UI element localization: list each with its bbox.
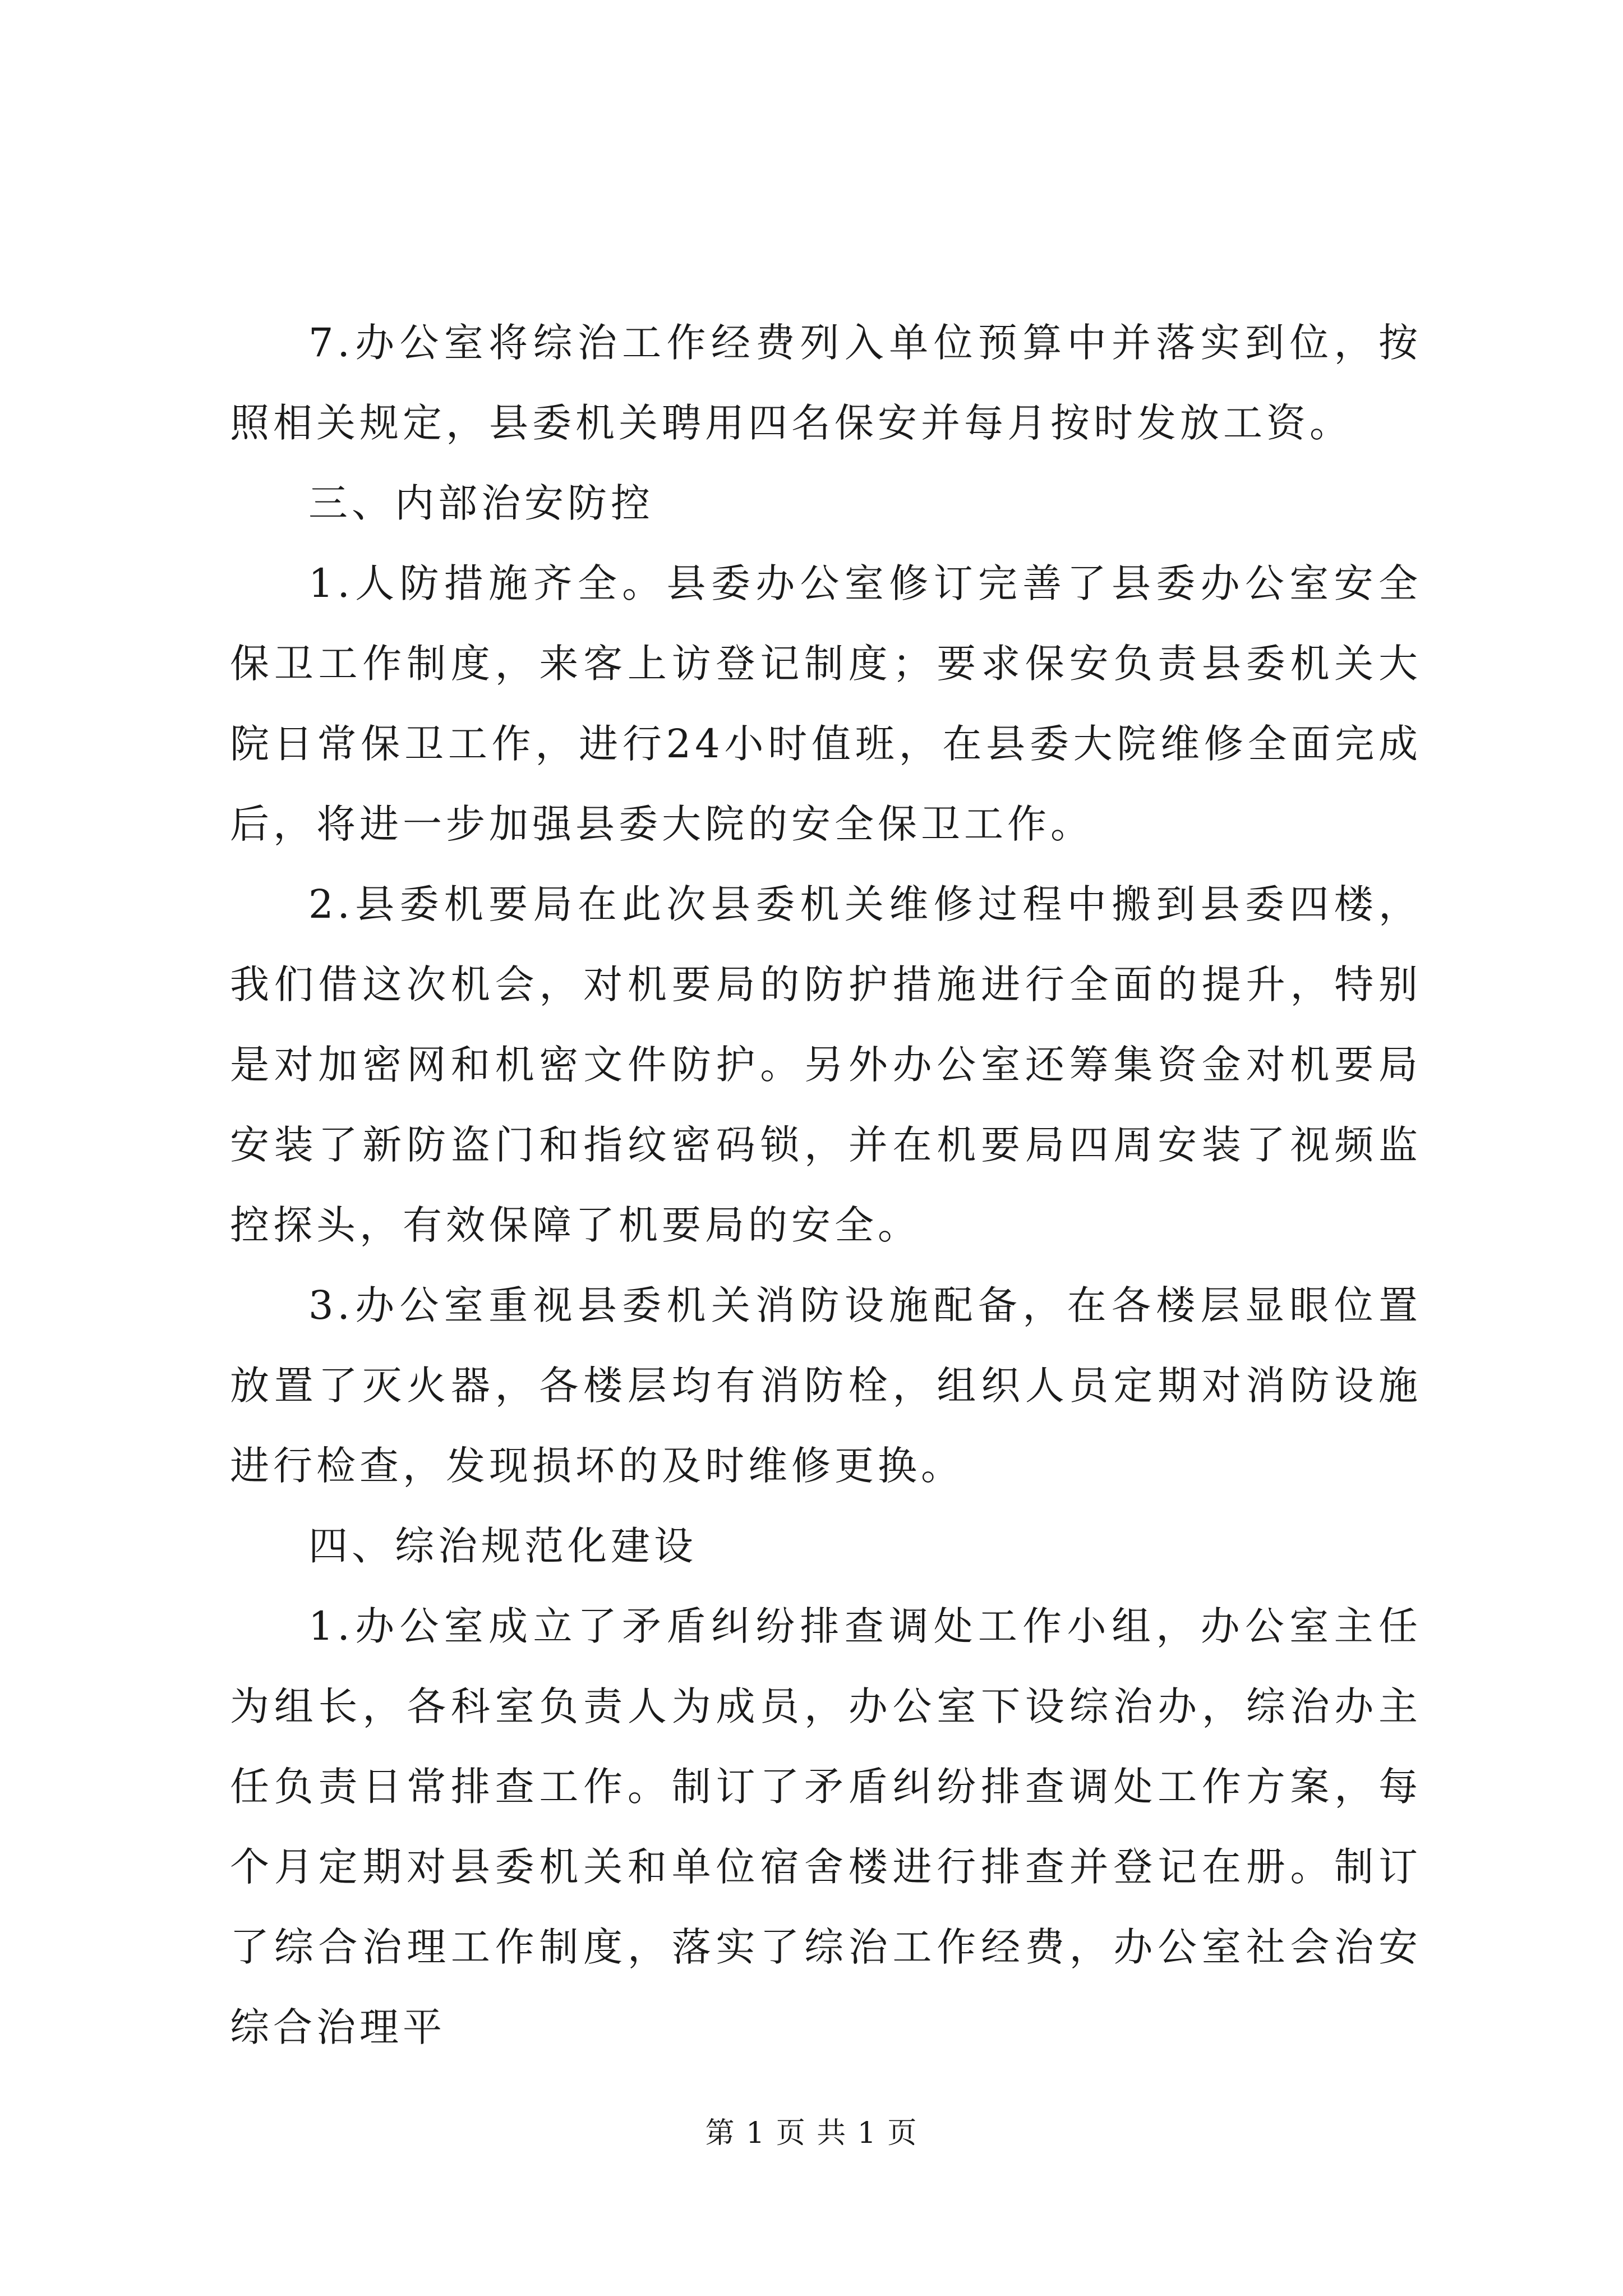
- paragraph-item-2-confidential-bureau: 2.县委机要局在此次县委机关维修过程中搬到县委四楼，我们借这次机会，对机要局的防护措施进行全面的提升，特别是对加密网和机密文件防护。另外办公室还筹集资金对机要局安装了新防盗门和指纹密码锁，并在机要局四周安装了视频监控探头，有效保障了机要局的安全。: [230, 881, 1422, 1248]
- document-body: [230, 303, 1422, 2068]
- section-heading-internal-security: 三、内部治安防控: [308, 480, 654, 526]
- section-heading-standardization: 四、综治规范化建设: [308, 1523, 697, 1569]
- paragraph-item-3-fire-safety: 3.办公室重视县委机关消防设施配备，在各楼层显眼位置放置了灭火器，各楼层均有消防栓，组织人员定期对消防设施进行检查，发现损坏的及时维修更换。: [230, 1282, 1422, 1489]
- paragraph-item-7-budget: 7.办公室将综治工作经费列入单位预算中并落实到位，按照相关规定，县委机关聘用四名保安并每月按时发放工资。: [230, 320, 1422, 446]
- paragraph-item-1-dispute-mediation: 1.办公室成立了矛盾纠纷排查调处工作小组，办公室主任为组长，各科室负责人为成员，办公室下设综治办，综治办主任负责日常排查工作。制订了矛盾纠纷排查调处工作方案，每个月定期对县委机关和单位宿舍楼进行排查并登记在册。制订了综合治理工作制度，落实了综治工作经费，办公室社会治安综合治理平: [230, 1603, 1422, 2050]
- page-number-footer: 第 1 页 共 1 页: [705, 2116, 918, 2150]
- paragraph-item-1-personnel-defense: 1.人防措施齐全。县委办公室修订完善了县委办公室安全保卫工作制度，来客上访登记制度；要求保安负责县委机关大院日常保卫工作，进行24小时值班，在县委大院维修全面完成后，将进一步加强县委大院的安全保卫工作。: [230, 560, 1422, 847]
